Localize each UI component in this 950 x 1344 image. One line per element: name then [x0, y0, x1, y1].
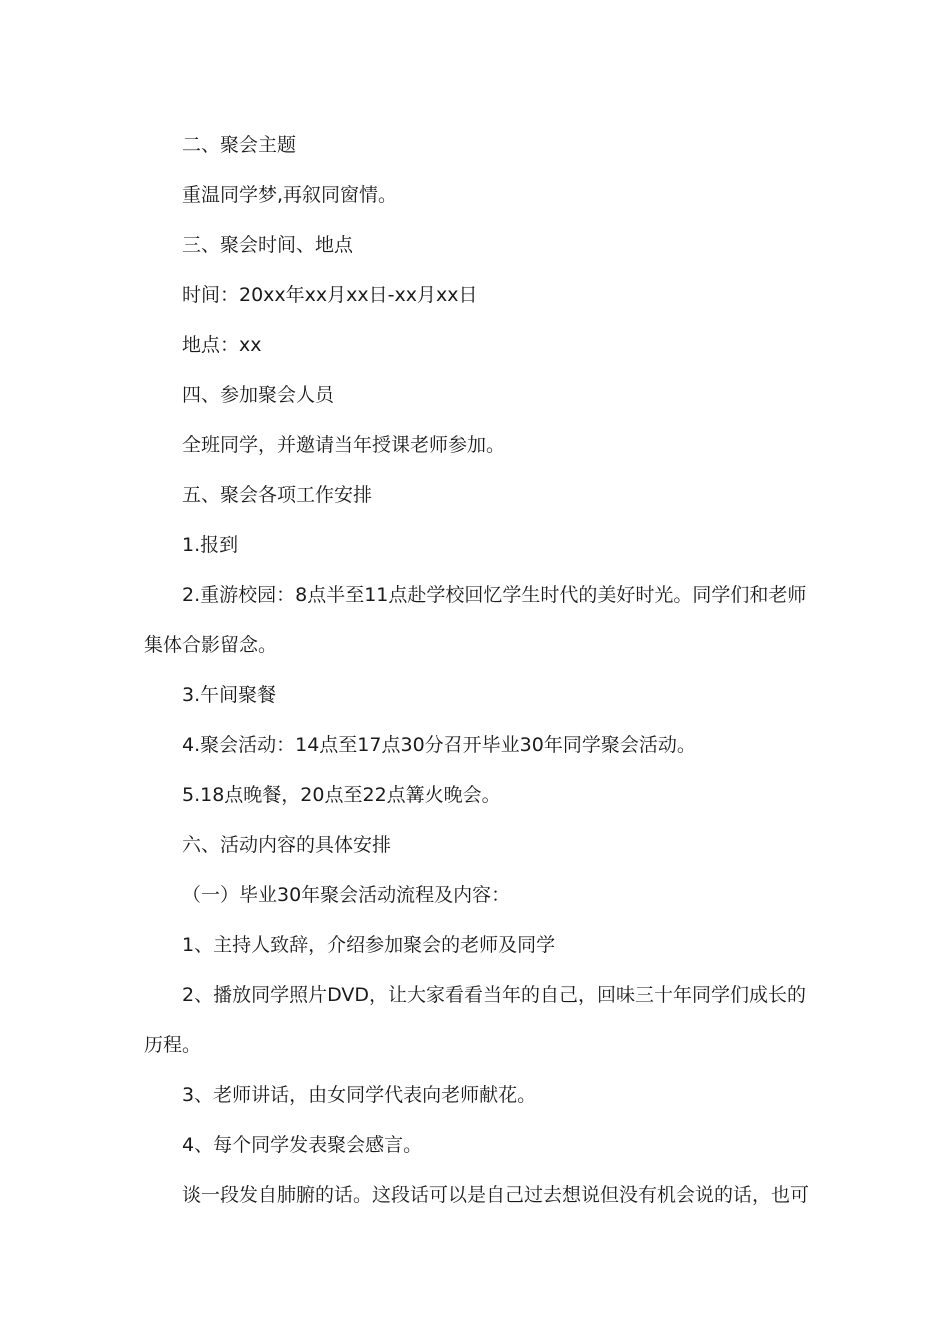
arrangement-item: 3.午间聚餐 — [182, 684, 277, 706]
section-heading-attendees: 四、参加聚会人员 — [182, 384, 335, 406]
document-body — [144, 120, 812, 1220]
arrangement-item: 4.聚会活动：14点至17点30分召开毕业30年同学聚会活动。 — [182, 734, 696, 756]
arrangement-item: 2.重游校园：8点半至11点赴学校回忆学生时代的美好时光。同学们和老师集体合影留念。 — [144, 584, 807, 656]
activity-item: 4、每个同学发表聚会感言。 — [182, 1134, 423, 1156]
attendees-text: 全班同学，并邀请当年授课老师参加。 — [182, 434, 506, 456]
time-line: 时间：20xx年xx月xx日-xx月xx日 — [182, 284, 478, 306]
section-heading-arrangements: 五、聚会各项工作安排 — [182, 484, 373, 506]
section-heading-time-place: 三、聚会时间、地点 — [182, 234, 354, 256]
theme-text: 重温同学梦,再叙同窗情。 — [182, 184, 398, 206]
activity-item: 1、主持人致辞，介绍参加聚会的老师及同学 — [182, 934, 556, 956]
arrangement-item: 1.报到 — [182, 534, 239, 556]
activity-item: 3、老师讲话，由女同学代表向老师献花。 — [182, 1084, 537, 1106]
section-heading-activities: 六、活动内容的具体安排 — [182, 834, 392, 856]
subsection-heading: （一）毕业30年聚会活动流程及内容： — [182, 884, 511, 906]
place-line: 地点：xx — [182, 334, 262, 356]
section-heading-theme: 二、聚会主题 — [182, 134, 297, 156]
activity-item: 2、播放同学照片DVD，让大家看看当年的自己，回味三十年同学们成长的历程。 — [144, 984, 807, 1056]
body-paragraph: 谈一段发自肺腑的话。这段话可以是自己过去想说但没有机会说的话，也可 — [182, 1184, 810, 1206]
arrangement-item: 5.18点晚餐，20点至22点篝火晚会。 — [182, 784, 501, 806]
